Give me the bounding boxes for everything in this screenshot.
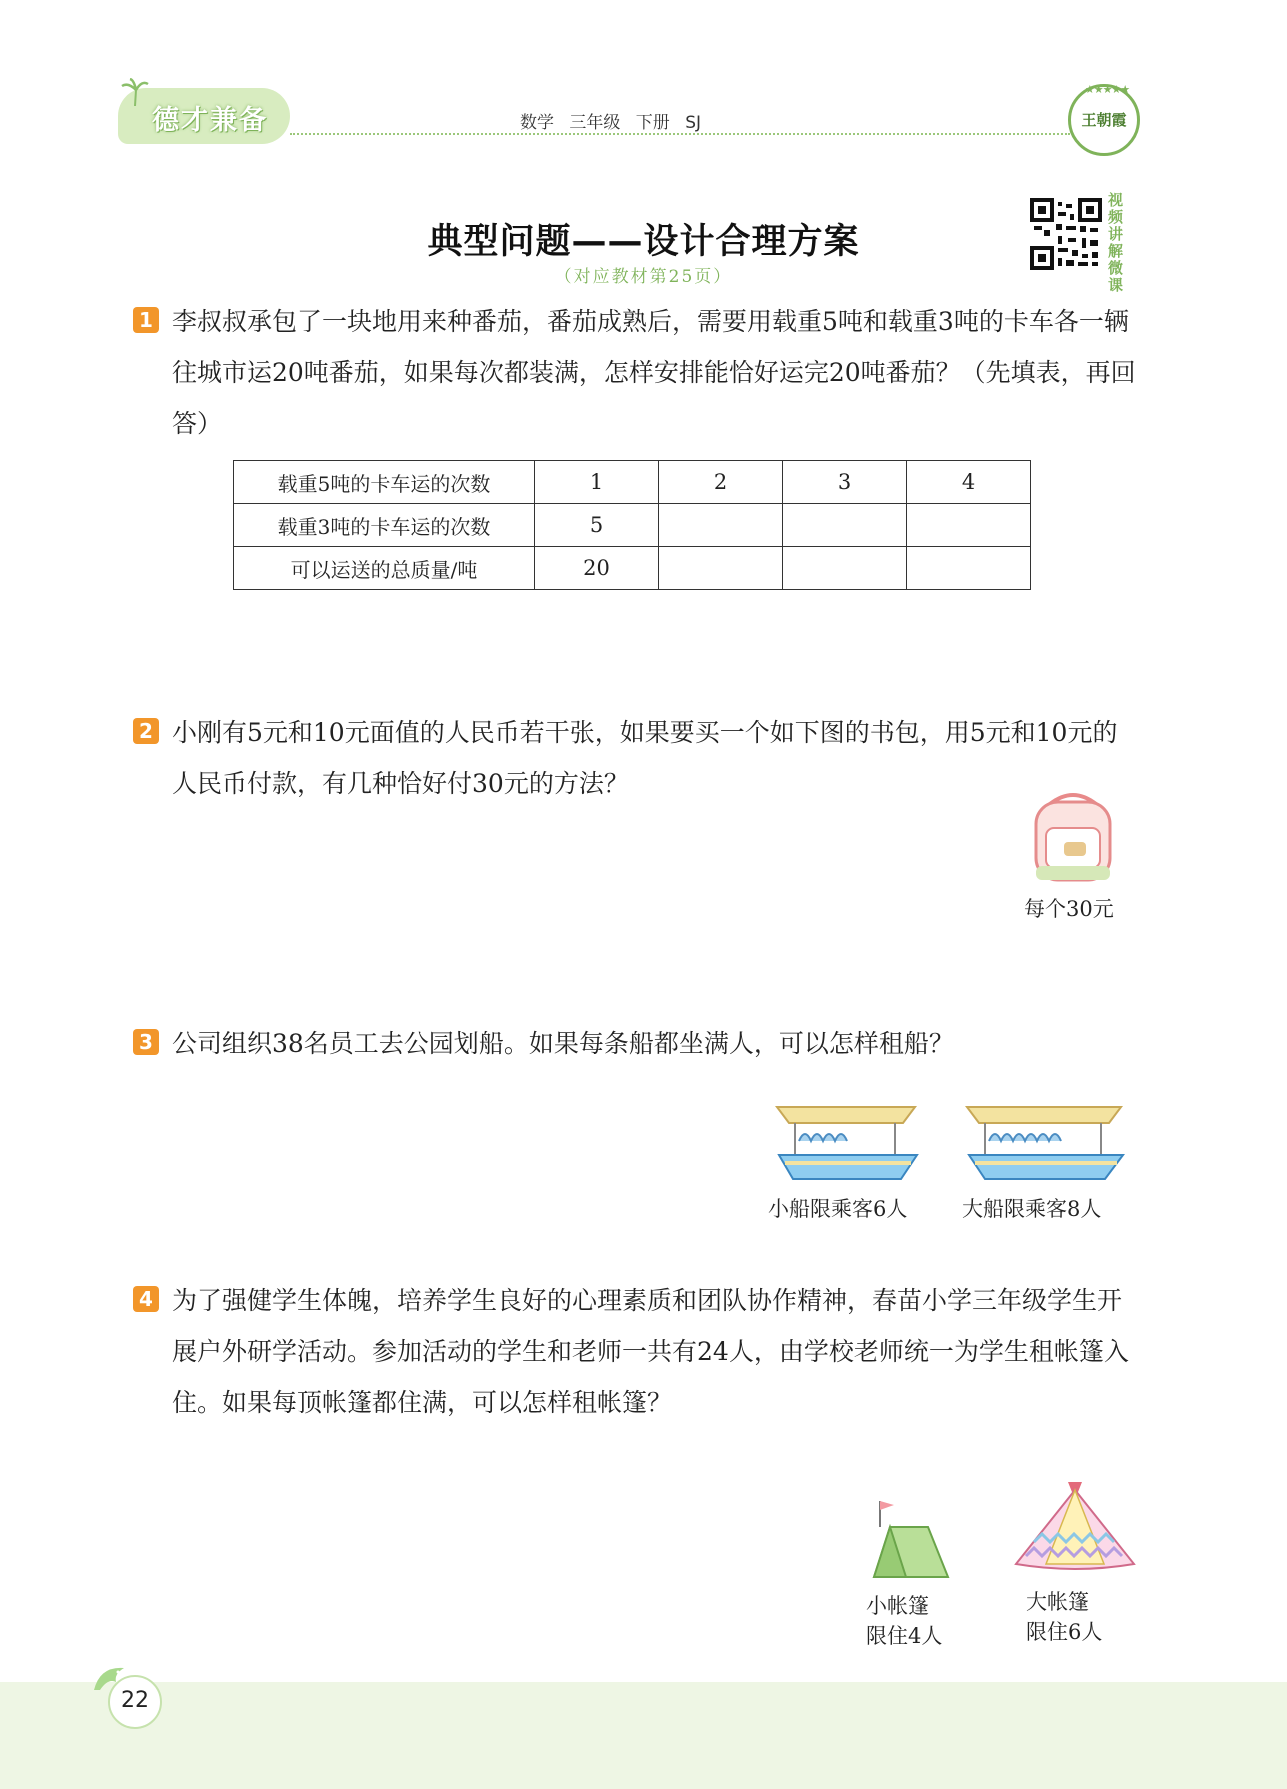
table-row-header: 可以运送的总质量/吨 [234, 547, 535, 590]
table-cell[interactable] [659, 547, 783, 590]
table-cell[interactable] [783, 504, 907, 547]
large-tent-caption-name: 大帐篷 [1026, 1590, 1089, 1614]
table-cell: 20 [535, 547, 659, 590]
qr-label: 视频讲解微课 [1108, 191, 1124, 294]
table-cell: 3 [783, 461, 907, 504]
table-row [234, 504, 1031, 547]
table-cell: 1 [535, 461, 659, 504]
table-row [234, 461, 1031, 504]
small-tent-caption-limit: 限住4人 [866, 1624, 943, 1648]
problem-1-table [233, 460, 1031, 590]
page-number: 22 [121, 1688, 149, 1713]
table-cell: 4 [907, 461, 1031, 504]
table-cell: 5 [535, 504, 659, 547]
footer-band [0, 1682, 1287, 1789]
problem-number-1: 1 [133, 307, 159, 333]
small-boat-caption: 小船限乘客6人 [768, 1197, 908, 1221]
table-cell[interactable] [783, 547, 907, 590]
seal-name: 王朝霞 [1081, 111, 1127, 129]
table-row [234, 547, 1031, 590]
problem-number-3: 3 [133, 1029, 159, 1055]
large-tent-icon [1012, 1478, 1138, 1574]
problem-1-text: 李叔叔承包了一块地用来种番茄，番茄成熟后，需要用载重5吨和载重3吨的卡车各一辆往城市运20吨番茄，如果每次都装满，怎样安排能恰好运完20吨番茄？（先填表，再回答） [172, 307, 1136, 438]
backpack-icon [1028, 792, 1118, 884]
table-cell[interactable] [907, 504, 1031, 547]
small-tent-icon [868, 1497, 950, 1581]
problem-number-4: 4 [133, 1286, 159, 1312]
brand-text: 德才兼备 [152, 105, 268, 136]
backpack-caption: 每个30元 [1024, 897, 1114, 921]
table-row-header: 载重3吨的卡车运的次数 [234, 504, 535, 547]
page-title: 典型问题——设计合理方案 [427, 222, 860, 262]
problem-2-text: 小刚有5元和10元面值的人民币若干张，如果要买一个如下图的书包，用5元和10元的人民币付款，有几种恰好付30元的方法？ [172, 718, 1118, 798]
table-row-header: 载重5吨的卡车运的次数 [234, 461, 535, 504]
star-icon: ★★★★★ [1084, 83, 1130, 96]
problem-number-2: 2 [133, 718, 159, 744]
table-cell[interactable] [907, 547, 1031, 590]
large-tent-caption-limit: 限住6人 [1026, 1620, 1103, 1644]
qr-code-icon[interactable] [1030, 198, 1102, 270]
small-tent-caption-name: 小帐篷 [866, 1594, 929, 1618]
page-subtitle: （对应教材第25页） [554, 267, 733, 287]
problem-3-text: 公司组织38名员工去公园划船。如果每条船都坐满人，可以怎样租船？ [172, 1029, 954, 1058]
table-cell[interactable] [659, 504, 783, 547]
small-boat-icon [775, 1103, 920, 1185]
large-boat-icon [965, 1103, 1125, 1185]
book-info: 数学 三年级 下册 SJ [520, 113, 702, 133]
header-divider [290, 133, 1070, 135]
problem-4-text: 为了强健学生体魄，培养学生良好的心理素质和团队协作精神，春苗小学三年级学生开展户外研学活动。参加活动的学生和老师一共有24人，由学校老师统一为学生租帐篷入住。如果每顶帐篷都住满，可以怎样租帐篷？ [172, 1286, 1129, 1417]
table-cell: 2 [659, 461, 783, 504]
brand-seal [1068, 84, 1140, 156]
palm-tree-icon [120, 78, 150, 106]
large-boat-caption: 大船限乘客8人 [962, 1197, 1102, 1221]
